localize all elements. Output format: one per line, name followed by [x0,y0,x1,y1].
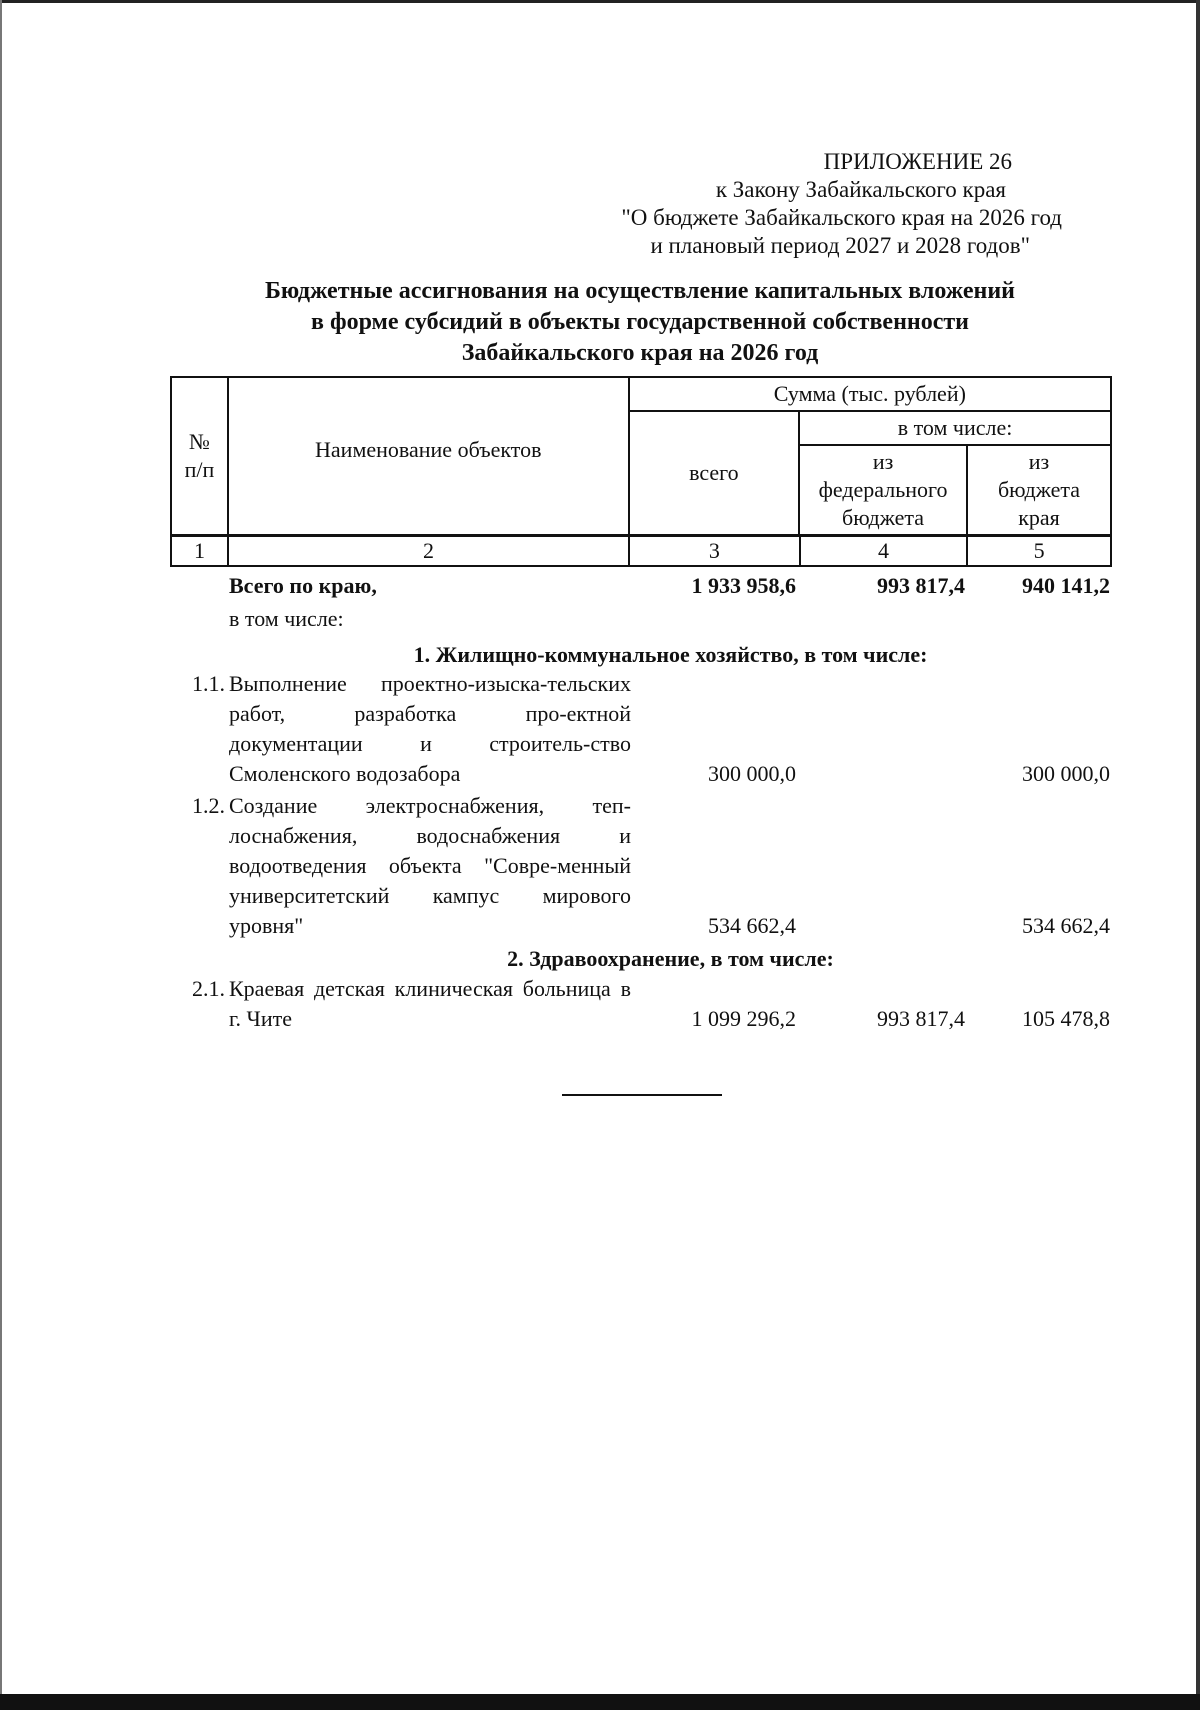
item-total: 1 099 296,2 [691,1006,796,1031]
item-regional: 300 000,0 [1022,761,1110,786]
column-numbers-row [170,535,1112,567]
item-total: 534 662,4 [708,913,796,938]
header-name: Наименование объектов [228,377,629,535]
scan-border-top [0,0,1200,3]
header-federal: из федерального бюджета [799,445,967,535]
item-name: Краевая детская клиническая больница в г. Чите [229,976,631,1031]
appendix-law-period: и плановый период 2027 и 2028 годов" [650,233,1030,258]
scan-border-right [1196,0,1200,1710]
grand-total-regional: 940 141,2 [1022,573,1110,598]
header-sum: Сумма (тыс. рублей) [629,377,1111,411]
header-including: в том числе: [799,411,1111,445]
column-number: 5 [967,536,1111,566]
grand-total-total: 1 933 958,6 [691,573,796,598]
column-number: 4 [800,536,968,566]
column-number: 3 [629,536,800,566]
item-number: 1.2. [192,793,225,818]
title-line-3: Забайкальского края на 2026 год [461,340,819,366]
item-name: Создание электроснабжения, теп-лоснабжения, водоснабжения и водоотведения объекта "Совре-менный университетский кампус мирового уровня" [229,793,631,938]
title-line-2: в форме субсидий в объекты государственной собственности [311,309,969,335]
appendix-law-title: "О бюджете Забайкальского края на 2026 год [621,205,1062,230]
scan-border-left [0,0,2,1710]
scan-border-bottom [0,1694,1200,1710]
item-total: 300 000,0 [708,761,796,786]
item-regional: 534 662,4 [1022,913,1110,938]
table-header [170,376,1112,536]
header-total: всего [629,411,799,535]
header-number: № п/п [171,377,228,535]
grand-total-federal: 993 817,4 [877,573,965,598]
section-title: 2. Здравоохранение, в том числе: [507,946,834,971]
appendix-law: к Закону Забайкальского края [715,177,1006,202]
appendix-header [621,148,1062,260]
column-number: 1 [171,536,228,566]
item-federal: 993 817,4 [877,1006,965,1031]
closing-rule [562,1094,722,1096]
item-number: 1.1. [192,671,225,696]
document-title [130,276,1150,369]
grand-total-sublabel: в том числе: [229,606,344,631]
title-line-1: Бюджетные ассигнования на осуществление капитальных вложений [264,278,1016,304]
item-name: Выполнение проектно-изыска-тельских работ, разработка про-ектной документации и строитель-ство Смоленского водозабора [229,671,631,786]
item-regional: 105 478,8 [1022,1006,1110,1031]
appendix-number: ПРИЛОЖЕНИЕ 26 [823,149,1012,174]
item-number: 2.1. [192,976,225,1001]
header-regional: из бюджета края [967,445,1111,535]
grand-total-label: Всего по краю, [229,573,377,598]
column-number: 2 [228,536,629,566]
section-title: 1. Жилищно-коммунальное хозяйство, в том числе: [413,642,928,667]
